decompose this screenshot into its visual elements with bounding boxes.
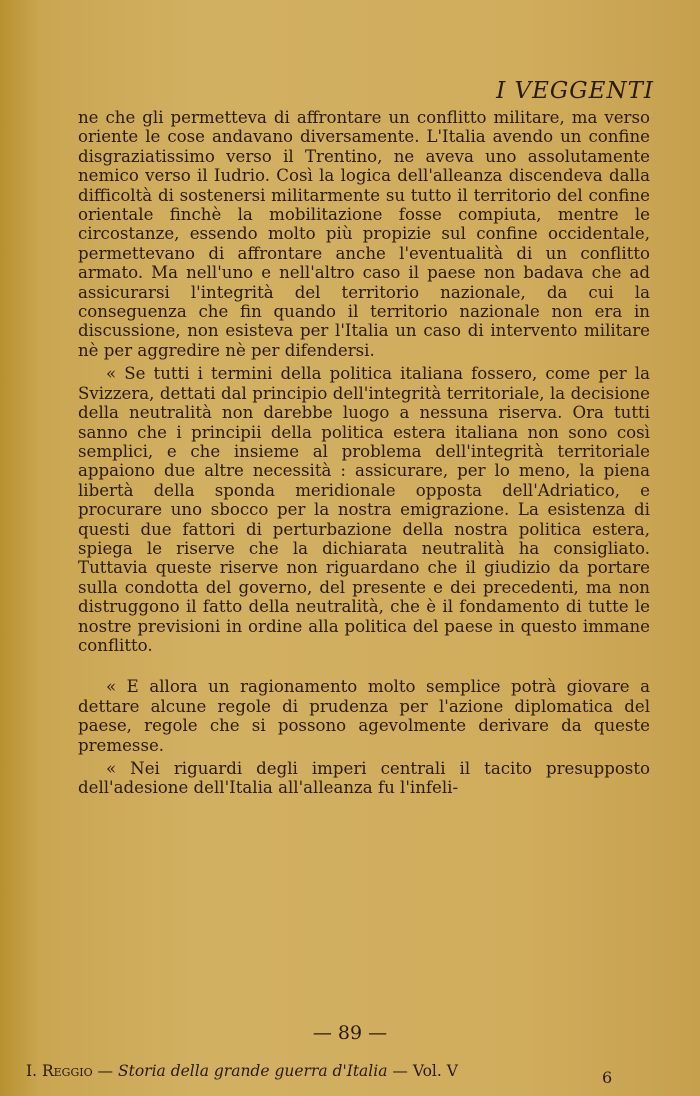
paragraph-2: « Se tutti i termini della politica italiana fossero, come per la Svizzera, dettati dal principio dell'integrità territoriale, la decisione della neutralità non darebbe luogo a nessuna riserva. Ora tutti sanno che i principii della politica estera italiana non sono così semplici, e che insieme al problema dell'integrità territoriale appaiono due altre necessità : assicurare, per lo meno, la piena libertà della sponda meridionale opposta dell'Adriatico, e procurare uno sbocco per la nostra emigrazione. La esistenza di questi due fattori di perturbazione della nostra politica estera, spiega le riserve che la dichiarata neutralità ha consigliato. Tuttavia queste riserve non riguardano che il giudizio da portare sulla condotta del governo, del presente e dei precedenti, ma non distruggono il fatto della neutralità, che è il fondamento di tutte le nostre previsioni in ordine alla politica del paese in questo immane conflitto. [78,364,650,655]
paragraph-4: « Nei riguardi degli imperi centrali il tacito presupposto dell'adesione dell'Italia all'alleanza fu l'infeli- [78,759,650,798]
paragraph-3: « E allora un ragionamento molto semplice potrà giovare a dettare alcune regole di prudenza per l'azione diplomatica del paese, regole che si possono agevolmente derivare da queste premesse. [78,677,650,755]
footer-title: Storia della grande guerra d'Italia [117,1062,388,1080]
paragraph-1: ne che gli permetteva di affrontare un conflitto militare, ma verso oriente le cose andavano diversamente. L'Italia avendo un confine disgraziatissimo verso il Trentino, ne aveva uno assolutamente nemico verso il Iudrio. Così la logica dell'alleanza discendeva dalla difficoltà di sostenersi militarmente su tutto il territorio del confine orientale finchè la mobilitazione fosse compiuta, mentre le circostanze, essendo molto più propizie sul confine occidentale, permettevano di affrontare anche l'eventualità di un conflitto armato. Ma nell'uno e nell'altro caso il paese non badava che ad assicurarsi l'integrità del territorio nazionale, da cui la conseguenza che fin quando il territorio nazionale non era in discussione, non esisteva per l'Italia un caso di intervento militare nè per aggredire nè per difendersi. [78,108,650,360]
footer-separator: — [387,1062,413,1080]
signature-mark: 6 [602,1068,613,1087]
footer-volume: Vol. V [412,1062,458,1080]
footer-line [26,1062,626,1080]
footer-author: I. Reggio [26,1062,93,1080]
footer-separator: — [92,1062,118,1080]
running-head: I VEGGENTI [496,78,654,104]
body-text [78,108,650,798]
page-number: — 89 — [312,1022,388,1044]
